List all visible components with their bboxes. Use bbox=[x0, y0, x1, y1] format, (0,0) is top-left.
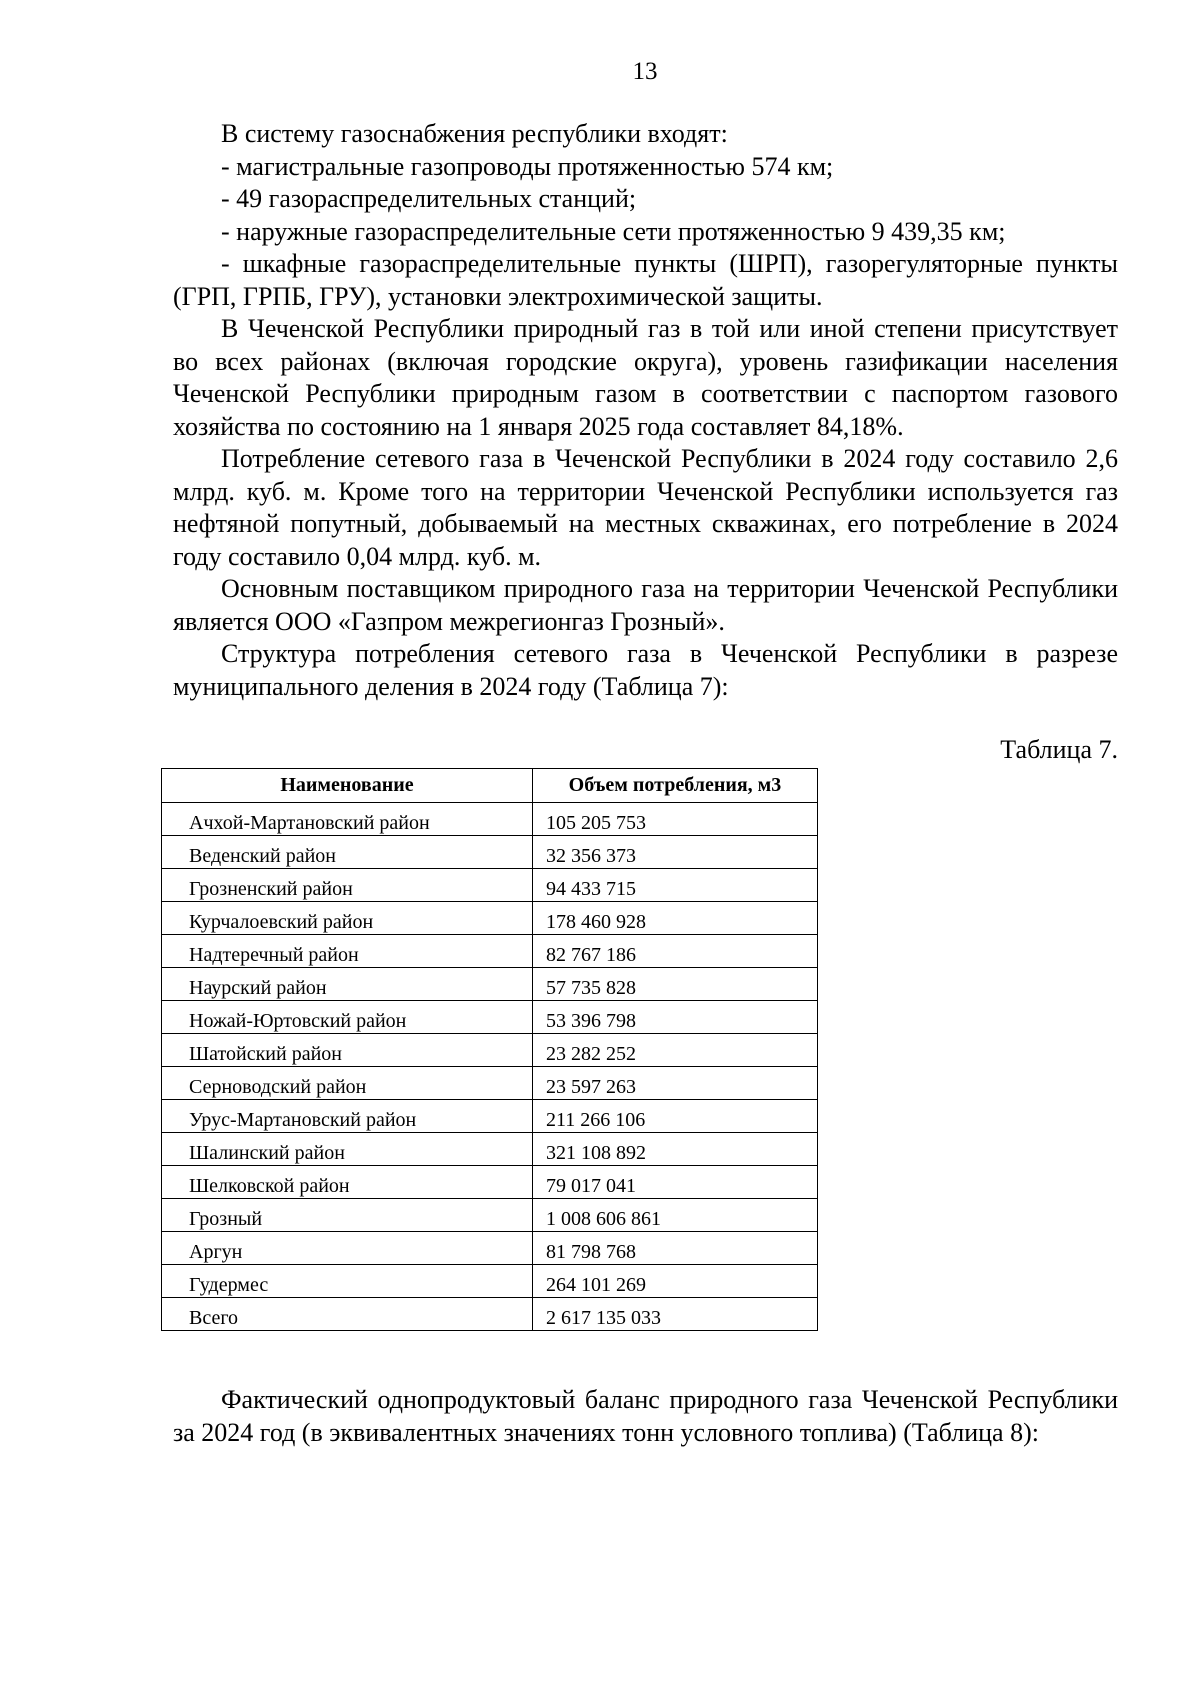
row-name: Веденский район bbox=[162, 836, 533, 869]
row-value: 2 617 135 033 bbox=[533, 1298, 818, 1331]
list-item: - шкафные газораспределительные пункты (ШРП), газорегуляторные пункты (ГРП, ГРПБ, ГРУ), установки электрохимической защиты. bbox=[173, 249, 1118, 311]
row-value: 105 205 753 bbox=[533, 803, 818, 836]
intro-lead: В систему газоснабжения республики входят: bbox=[221, 119, 728, 148]
row-name: Курчалоевский район bbox=[162, 902, 533, 935]
row-name: Шалинский район bbox=[162, 1133, 533, 1166]
row-name: Надтеречный район bbox=[162, 935, 533, 968]
table-row bbox=[162, 1067, 818, 1100]
table-row bbox=[162, 1232, 818, 1265]
row-name: Ножай-Юртовский район bbox=[162, 1001, 533, 1034]
row-value: 79 017 041 bbox=[533, 1166, 818, 1199]
table-row bbox=[162, 1034, 818, 1067]
table-row bbox=[162, 803, 818, 836]
table-row bbox=[162, 1001, 818, 1034]
row-name: Ачхой-Мартановский район bbox=[162, 803, 533, 836]
row-value: 321 108 892 bbox=[533, 1133, 818, 1166]
table-row bbox=[162, 869, 818, 902]
row-value: 264 101 269 bbox=[533, 1265, 818, 1298]
body-text bbox=[173, 118, 1118, 703]
list-item: - 49 газораспределительных станций; bbox=[221, 184, 637, 213]
paragraph-balance: Фактический однопродуктовый баланс природного газа Чеченской Республики за 2024 год (в эквивалентных значениях тонн условного топлива) (Таблица 8): bbox=[173, 1385, 1118, 1447]
row-value: 178 460 928 bbox=[533, 902, 818, 935]
table-row bbox=[162, 836, 818, 869]
table-row bbox=[162, 1100, 818, 1133]
table-caption: Таблица 7. bbox=[1000, 735, 1118, 764]
row-value: 82 767 186 bbox=[533, 935, 818, 968]
paragraph-consumption: Потребление сетевого газа в Чеченской Республики в 2024 году составило 2,6 млрд. куб. м. Кроме того на территории Чеченской Республики используется газ нефтяной попутный, добываемый на местных скважинах, его потребление в 2024 году составило 0,04 млрд. куб. м. bbox=[173, 444, 1118, 571]
row-name: Гудермес bbox=[162, 1265, 533, 1298]
table-row bbox=[162, 902, 818, 935]
row-value: 23 597 263 bbox=[533, 1067, 818, 1100]
list-item: - наружные газораспределительные сети протяженностью 9 439,35 км; bbox=[221, 216, 1006, 246]
row-name: Шатойский район bbox=[162, 1034, 533, 1067]
page-number: 13 bbox=[632, 58, 658, 85]
table-row bbox=[162, 1133, 818, 1166]
row-name: Всего bbox=[162, 1298, 533, 1331]
table-header-row bbox=[162, 769, 818, 803]
header-volume: Объем потребления, м3 bbox=[533, 769, 818, 803]
row-value: 23 282 252 bbox=[533, 1034, 818, 1067]
row-value: 94 433 715 bbox=[533, 869, 818, 902]
row-name: Грозный bbox=[162, 1199, 533, 1232]
row-value: 211 266 106 bbox=[533, 1100, 818, 1133]
row-name: Наурский район bbox=[162, 968, 533, 1001]
table-row-total bbox=[162, 1298, 818, 1331]
row-name: Серноводский район bbox=[162, 1067, 533, 1100]
row-value: 57 735 828 bbox=[533, 968, 818, 1001]
paragraph-gasification: В Чеченской Республики природный газ в той или иной степени присутствует во всех районах (включая городские округа), уровень газификации населения Чеченской Республики природным газом в соответствии с паспортом газового хозяйства по состоянию на 1 января 2025 года составляет 84,18%. bbox=[173, 314, 1118, 441]
row-name: Шелковской район bbox=[162, 1166, 533, 1199]
header-name: Наименование bbox=[162, 769, 533, 803]
paragraph-structure: Структура потребления сетевого газа в Чеченской Республики в разрезе муниципального деления в 2024 году (Таблица 7): bbox=[173, 639, 1118, 701]
paragraph-supplier: Основным поставщиком природного газа на территории Чеченской Республики является ООО «Газпром межрегионгаз Грозный». bbox=[173, 574, 1118, 636]
table-row bbox=[162, 1166, 818, 1199]
table-row bbox=[162, 935, 818, 968]
table-row bbox=[162, 968, 818, 1001]
row-value: 32 356 373 bbox=[533, 836, 818, 869]
closing-text bbox=[173, 1384, 1118, 1449]
row-name: Урус-Мартановский район bbox=[162, 1100, 533, 1133]
row-name: Аргун bbox=[162, 1232, 533, 1265]
row-value: 53 396 798 bbox=[533, 1001, 818, 1034]
list-item: - магистральные газопроводы протяженностью 574 км; bbox=[221, 151, 834, 181]
table-row bbox=[162, 1199, 818, 1232]
table-row bbox=[162, 1265, 818, 1298]
consumption-table bbox=[161, 768, 818, 1331]
row-value: 1 008 606 861 bbox=[533, 1199, 818, 1232]
row-name: Грозненский район bbox=[162, 869, 533, 902]
row-value: 81 798 768 bbox=[533, 1232, 818, 1265]
